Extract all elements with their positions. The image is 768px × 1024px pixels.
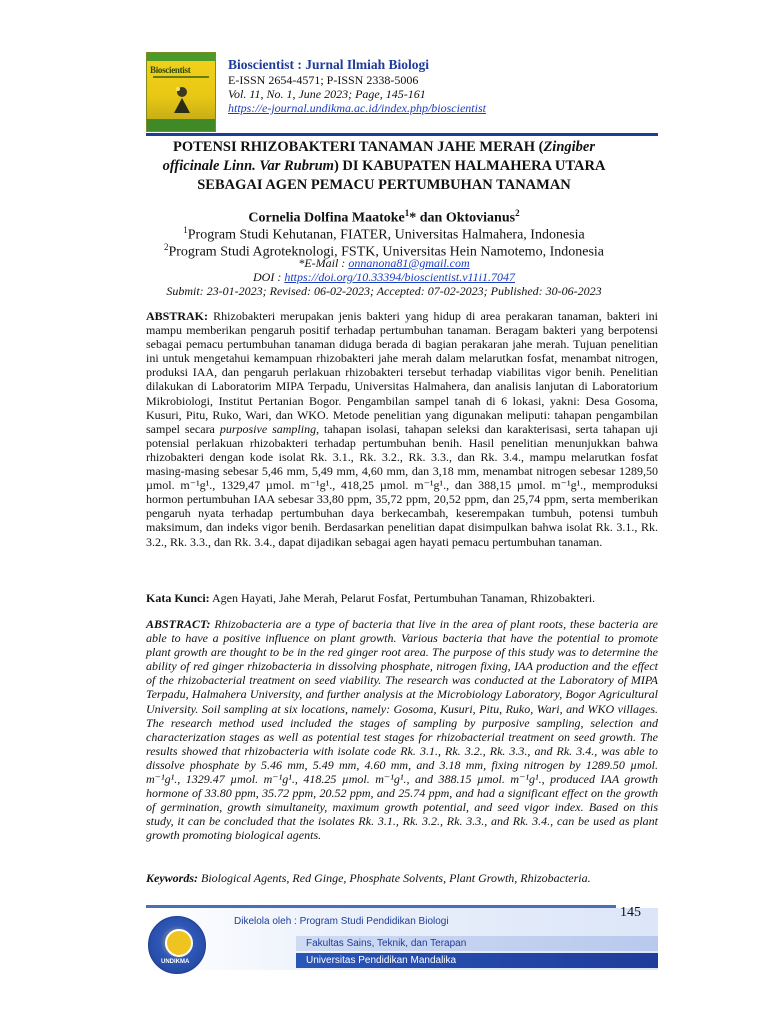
journal-url-link[interactable]: https://e-journal.undikma.ac.id/index.php/bioscientist — [228, 101, 486, 115]
footer-managed-by: Dikelola oleh : Program Studi Pendidikan Biologi — [234, 916, 449, 927]
journal-issn: E-ISSN 2654-4571; P-ISSN 2338-5006 — [228, 73, 419, 87]
journal-cover-image — [146, 52, 216, 132]
cover-illustration-icon — [169, 85, 195, 115]
journal-volume: Vol. 11, No. 1, June 2023; Page, 145-161 — [228, 87, 426, 101]
doi-link[interactable]: https://doi.org/10.33394/bioscientist.v11i1.7047 — [284, 270, 515, 284]
footer-university: Universitas Pendidikan Mandalika — [306, 955, 457, 966]
email-link[interactable]: onnanona81@gmail.com — [348, 256, 470, 270]
keywords: Keywords: Biological Agents, Red Ginge, Phosphate Solvents, Plant Growth, Rhizobacteria. — [146, 871, 591, 885]
footer-faculty: Fakultas Sains, Teknik, dan Terapan — [306, 938, 467, 949]
author-email: *E-Mail : onnanona81@gmail.com — [298, 256, 470, 270]
cover-title: Bioscientist — [150, 65, 191, 75]
article-doi: DOI : https://doi.org/10.33394/bioscientist.v11i1.7047 — [253, 270, 515, 284]
kata-kunci: Kata Kunci: Agen Hayati, Jahe Merah, Pelarut Fosfat, Pertumbuhan Tanaman, Rhizobakteri. — [146, 591, 596, 605]
header-divider — [146, 133, 658, 136]
abstract-paragraph: ABSTRACT: Rhizobacteria are a type of bacteria that live in the area of plant roots, these bacteria are able to have a positive influence on plant growth. Various bacteria that have the potential to promote plant growth are thought to be in the red ginger root area. The purpose of this study was to determine the ability of red ginger rhizobacteria in dissolving phosphate, nitrogen fixing, IAA production and the effect of the rhizobacterial treatment on seed viability. The research was conducted at the Laboratory of MIPA Terpadu, Halmahera University, and further analysis at the Microbiology Laboratory, Bogor Agricultural University. Soil sampling at six locations, namely: Gosoma, Kusuri, Pitu, Ruko, Wari, and WKO villages. The research method used included the stages of sampling by purposive sampling, selection and characterization stages as well as potential test stages for rhizobacterial treatment on seed growth. The results showed that rhizobacteria with isolate code Rk. 3.1., Rk. 3.2., Rk. 3.3., and Rk. 3.4., was able to dissolve phosphate by 5.46 mm, 5.49 mm, 4.60 mm, and 3.18 mm, fixing nitrogen by 1289.50 µmol. m⁻¹g¹., 1329.47 µmol. m⁻¹g¹., 418.25 µmol. m⁻¹g¹., and 388.15 µmol. m⁻¹g¹., produced IAA growth hormone of 33.80 ppm, 35.72 ppm, 20.52 ppm, and 25.74 ppm, and had a significant effect on the growth of germination, growth simultaneity, maximum growth potential, and seed vigor index. Based on this study, it can be concluded that the isolates Rk. 3.1., Rk. 3.2., Rk. 3.3., and Rk. 3.4., can be used as plant growth promoting biological agents. — [146, 617, 658, 843]
article-dates: Submit: 23-01-2023; Revised: 06-02-2023; Accepted: 07-02-2023; Published: 30-06-2023 — [166, 284, 602, 298]
journal-info — [228, 57, 486, 115]
university-logo-icon: UNDIKMA — [148, 916, 206, 974]
affiliation-1: $^1$Program Studi Kehutanan, FIATER, Universitas Halmahera, Indonesia — [183, 225, 585, 243]
abstrak-paragraph: ABSTRAK: Rhizobakteri merupakan jenis bakteri yang hidup di area perakaran tanaman, bakteri ini mampu memberikan pengaruh positif terhadap pertumbuhan tanaman. Beragam bakteri yang berpotensi sebagai pemacu pertumbuhan tanaman diduga berada di bagian perakaran jahe merah. Tujuan penelitian ini untuk mengetahui kemampuan rhizobakteri jahe merah dalam melarutkan fosfat, menambat nitrogen, produksi IAA, dan pengaruh perlakuan rhizobakteri tersebut terhadap viabilitas vigor benih. Penelitian dilakukan di Laboratorim MIPA Terpadu, Universitas Halmahera, dan analisis lanjutan di Laboratorium Mikrobiologi, Institut Pertanian Bogor. Pengambilan sampel tanah di 6 lokasi, yakni: Desa Gosoma, Kusuri, Pitu, Ruko, Wari, dan WKO. Metode penelitian yang digunakan meliputi: tahapan pengambilan sampel secara purposive sampling, tahapan isolasi, tahapan seleksi dan karakterisasi, serta tahapan uji potensial perlakuan rhizobakteri terhadap pertumbuhan benih. Hasil penelitian menunjukkan bahwa rhizobakteri dengan kode isolat Rk. 3.1., Rk. 3.2., Rk. 3.3., dan Rk. 3.4., mampu melarutkan fosfat masing-masing sebesar 5,46 mm, 5,49 mm, 4,60 mm, dan 3,18 mm, menambat nitrogen sebesar 1289,50 µmol. m⁻¹g¹., 1329,47 µmol. m⁻¹g¹., 418,25 µmol. m⁻¹g¹., dan 388,15 µmol. m⁻¹g¹., memproduksi hormon pertumbuhan IAA sebesar 33,80 ppm, 35,72 ppm, 20,52 ppm, dan 25,74 ppm, serta memberikan pengaruh nyata terhadap pertumbuhan daya berkecambah, keserempakan tumbuh, potensi tumbuh maksimum, dan indeks vigor benih. Berdasarkan penelitian dapat disimpulkan bahwa isolat Rk. 3.1., Rk. 3.2., Rk. 3.3., dan Rk. 3.4., dapat dijadikan sebagai agen hayati pemacu pertumbuhan tanaman. — [146, 309, 658, 549]
article-authors: Cornelia Dolfina Maatoke$^1$* dan Oktovianus$^2$ — [248, 208, 520, 226]
page-number: 145 — [620, 905, 641, 920]
journal-header — [146, 52, 666, 134]
affiliation-2: $^2$Program Studi Agroteknologi, FSTK, Universitas Hein Namotemo, Indonesia — [163, 242, 604, 260]
journal-name: Bioscientist : Jurnal Ilmiah Biologi — [228, 57, 430, 72]
page-footer — [146, 905, 658, 970]
article-title: POTENSI RHIZOBAKTERI TANAMAN JAHE MERAH (Zingiber officinale Linn. Var Rubrum) DI KABUPATEN HALMAHERA UTARA SEBAGAI AGEN PEMACU PERTUMBUHAN TANAMAN — [162, 139, 606, 193]
